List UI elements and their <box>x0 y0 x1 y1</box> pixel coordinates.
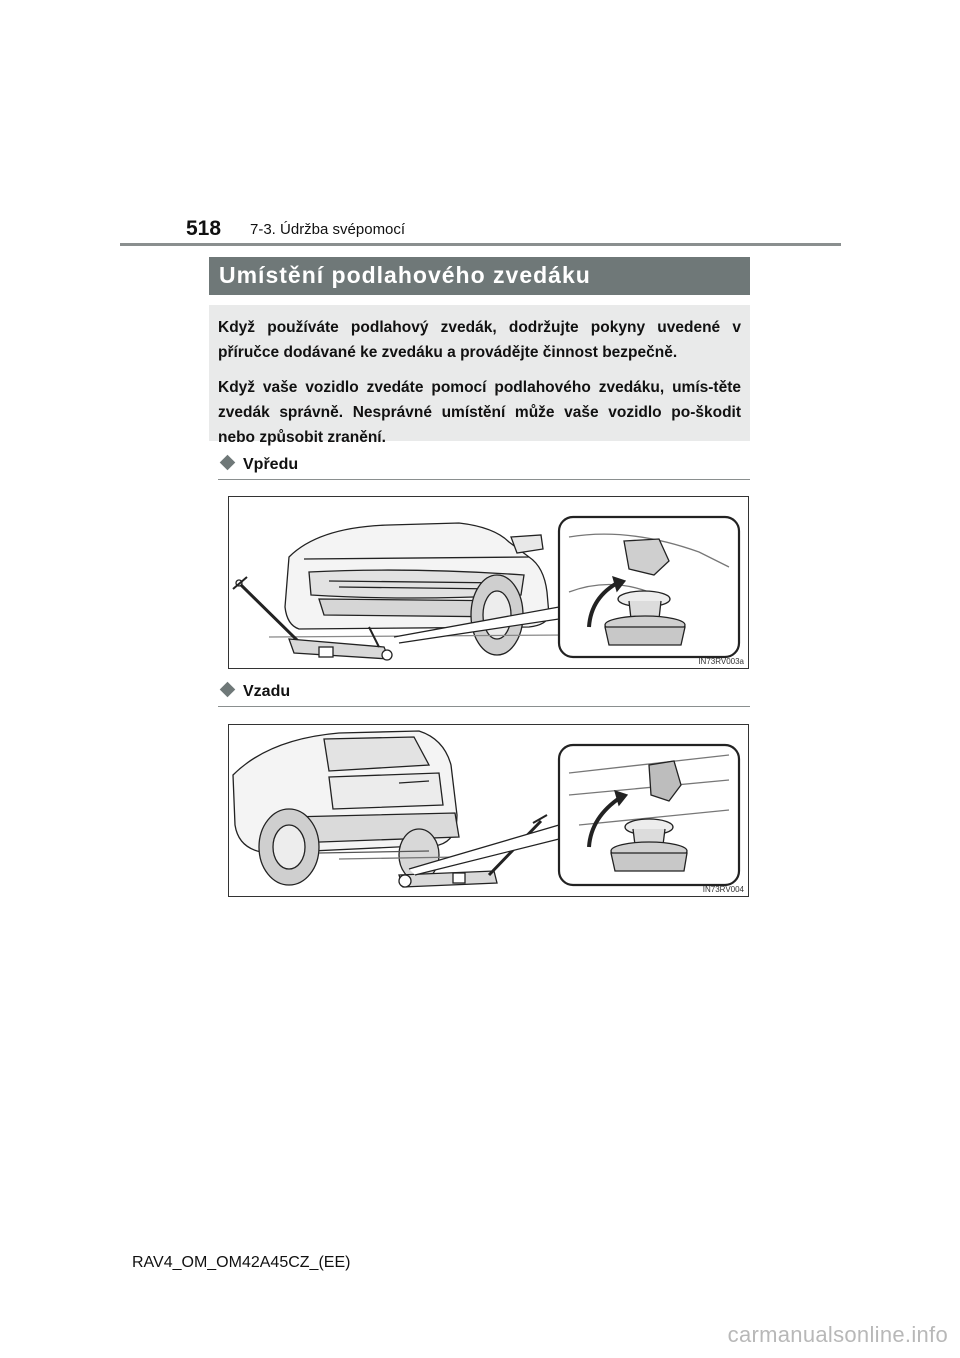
section-title: Umístění podlahového zvedáku <box>209 257 750 295</box>
chapter-title: 7-3. Údržba svépomocí <box>250 221 406 238</box>
front-jack-figure <box>228 496 749 669</box>
front-figure-code: IN73RV003a <box>698 657 744 666</box>
rear-jack-figure <box>228 724 749 897</box>
diamond-bullet-icon <box>220 682 236 698</box>
footer-doc-id: RAV4_OM_OM42A45CZ_(EE) <box>132 1254 351 1271</box>
front-heading-rule <box>218 479 750 480</box>
front-jack-illustration <box>229 497 750 670</box>
diamond-bullet-icon <box>220 455 236 471</box>
watermark: carmanualsonline.info <box>727 1322 948 1347</box>
header-rule <box>120 243 841 246</box>
note-paragraph-2: Když vaše vozidlo zvedáte pomocí podlahového zvedáku, umís-těte zvedák správně. Nesprávné umístění může vaše vozidlo po-škodit nebo způsobit zranění. <box>218 379 741 446</box>
page-number: 518 <box>186 217 222 240</box>
rear-heading <box>218 683 290 707</box>
rear-figure-code: IN73RV004 <box>702 885 744 894</box>
note-paragraph-1: Když používáte podlahový zvedák, dodržujte pokyny uvedené v příručce dodávané ke zvedáku a provádějte činnost bezpečně. <box>218 319 741 361</box>
front-heading-label: Vpředu <box>243 456 299 473</box>
rear-heading-rule <box>218 706 750 707</box>
rear-heading-label: Vzadu <box>243 683 291 700</box>
front-heading <box>218 456 298 480</box>
note-box <box>209 305 750 446</box>
rear-jack-illustration <box>229 725 750 898</box>
